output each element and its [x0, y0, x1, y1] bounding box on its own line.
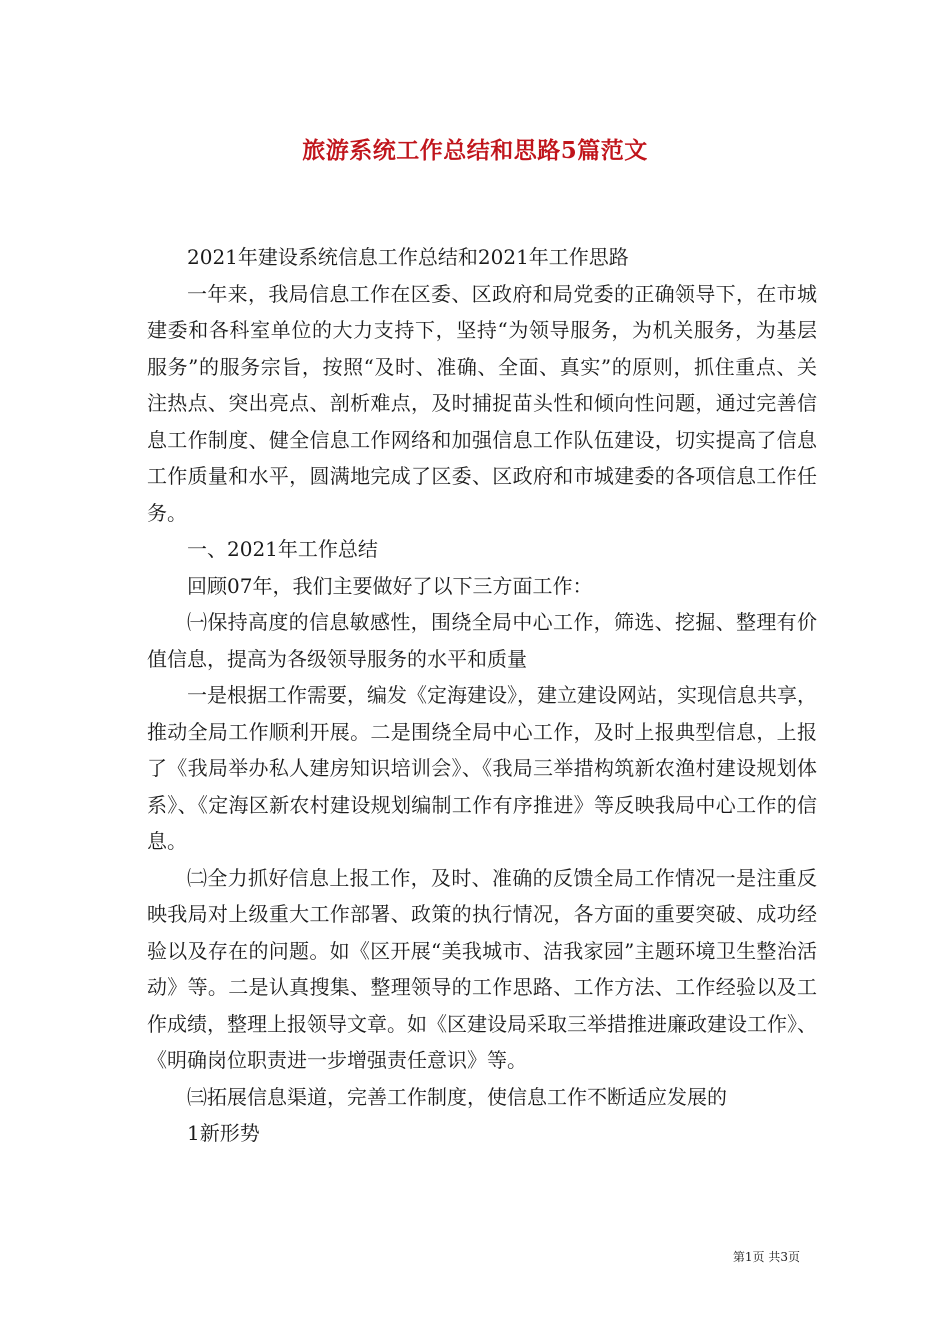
intro-paragraph: 一年来，我局信息工作在区委、区政府和局党委的正确领导下，在市城建委和各科室单位的大力支持下，坚持“为领导服务，为机关服务，为基层服务”的服务宗旨，按照“及时、准确、全面、真实”的原则，抓住重点、关注热点、突出亮点、剖析难点，及时捕捉苗头性和倾向性问题，通过完善信息工作制度、健全信息工作网络和加强信息工作队伍建设，切实提高了信息工作质量和水平，圆满地完成了区委、区政府和市城建委的各项信息工作任务。: [147, 281, 817, 525]
section-heading: 2021年建设系统信息工作总结和2021年工作思路: [187, 245, 629, 269]
body-paragraph: 回顾07年，我们主要做好了以下三方面工作：: [187, 573, 593, 598]
body-paragraph: 一是根据工作需要，编发《定海建设》，建立建设网站，实现信息共享，推动全局工作顺利开展。二是围绕全局中心工作，及时上报典型信息，上报了《我局举办私人建房知识培训会》、《我局三举措构筑新农渔村建设规划体系》、《定海区新农村建设规划编制工作有序推进》等反映我局中心工作的信息。: [147, 683, 817, 853]
subsection-paragraph: ㈡全力抓好信息上报工作，及时、准确的反馈全局工作情况一是注重反映我局对上级重大工作部署、政策的执行情况，各方面的重要突破、成功经验以及存在的问题。如《区开展“美我城市、洁我家园”主题环境卫生整治活动》等。二是认真搜集、整理领导的工作思路、工作方法、工作经验以及工作成绩，整理上报领导文章。如《区建设局采取三举措推进廉政建设工作》、《明确岗位职责进一步增强责任意识》等。: [147, 865, 817, 1072]
document-body: [147, 239, 817, 1152]
body-paragraph: 1新形势: [187, 1121, 260, 1145]
section-heading: 一、2021年工作总结: [187, 537, 378, 561]
subsection-heading: ㈢拓展信息渠道，完善工作制度，使信息工作不断适应发展的: [187, 1084, 727, 1109]
document-title: 旅游系统工作总结和思路5篇范文: [302, 137, 648, 164]
subsection-heading: ㈠保持高度的信息敏感性，围绕全局中心工作，筛选、挖掘、整理有价值信息，提高为各级领导服务的水平和质量: [147, 610, 817, 671]
page-number-footer: 第1页 共3页: [732, 1250, 800, 1264]
